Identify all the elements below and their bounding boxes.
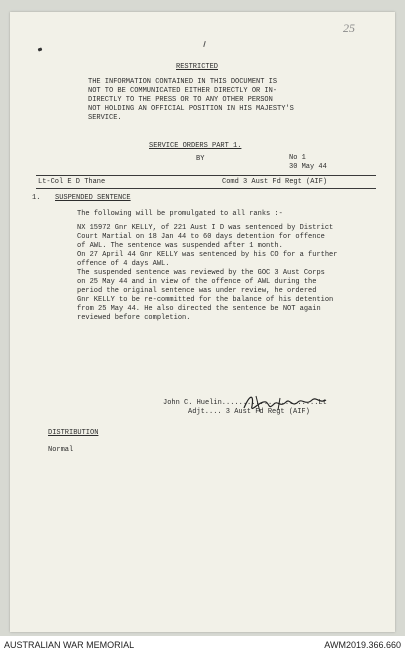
pencil-tick	[203, 41, 206, 47]
body-line: reviewed before completion.	[77, 314, 191, 322]
body-line: Gnr KELLY to be re-committed for the balance of his detention	[77, 296, 334, 304]
restriction-notice	[88, 78, 328, 123]
body-line: NX 15972 Gnr KELLY, of 221 Aust I D was sentenced by District	[77, 224, 334, 232]
order-body	[77, 224, 337, 323]
divider	[36, 188, 376, 189]
distribution-value: Normal	[48, 446, 74, 454]
ink-mark	[38, 47, 43, 51]
notice-line: NOT HOLDING AN OFFICIAL POSITION IN HIS MAJESTY'S	[88, 105, 294, 113]
divider	[36, 175, 376, 176]
notice-line: NOT TO BE COMMUNICATED EITHER DIRECTLY OR IN-	[88, 87, 278, 95]
handwritten-signature	[240, 390, 330, 416]
distribution-heading: DISTRIBUTION	[48, 429, 99, 437]
footer-bar	[0, 636, 405, 653]
signature-role: Adjt.... 3 Aust Fd Regt (AIF)	[188, 408, 310, 416]
notice-line: SERVICE.	[88, 114, 122, 122]
document-page	[10, 12, 395, 632]
issuer-name: Lt-Col E D Thane	[38, 178, 106, 186]
order-date: 30 May 44	[289, 163, 327, 171]
issuer-unit: Comd 3 Aust Fd Regt (AIF)	[222, 178, 328, 186]
body-line: offence of 4 days AWL.	[77, 260, 170, 268]
section-heading: SUSPENDED SENTENCE	[55, 194, 131, 202]
footer-institution: AUSTRALIAN WAR MEMORIAL	[4, 640, 135, 650]
body-line: The suspended sentence was reviewed by the GOC 3 Aust Corps	[77, 269, 325, 277]
section-number: 1.	[32, 194, 41, 202]
body-line: of AWL. The sentence was suspended after 1 month.	[77, 242, 283, 250]
signature-line: John C. Huelin.......................Lt	[163, 399, 327, 407]
page-number: 25	[343, 21, 355, 35]
body-line: Court Martial on 18 Jan 44 to 60 days detention for offence	[77, 233, 325, 241]
by-label: BY	[196, 155, 205, 163]
notice-line: THE INFORMATION CONTAINED IN THIS DOCUMENT IS	[88, 78, 278, 86]
body-line: from 25 May 44. He also directed the sentence be NOT again	[77, 305, 321, 313]
notice-line: DIRECTLY TO THE PRESS OR TO ANY OTHER PERSON	[88, 96, 273, 104]
classification-heading: RESTRICTED	[176, 63, 219, 71]
document-title: SERVICE ORDERS PART 1.	[149, 142, 242, 150]
body-line: On 27 April 44 Gnr KELLY was sentenced by his CO for a further	[77, 251, 338, 259]
body-line: on 25 May 44 and in view of the offence of AWL during the	[77, 278, 317, 286]
intro-text: The following will be promulgated to all ranks :-	[77, 210, 283, 218]
order-number: No 1	[289, 154, 306, 162]
body-line: period the original sentence was under review, he ordered	[77, 287, 317, 295]
footer-accession-number: AWM2019.366.660	[324, 640, 401, 650]
